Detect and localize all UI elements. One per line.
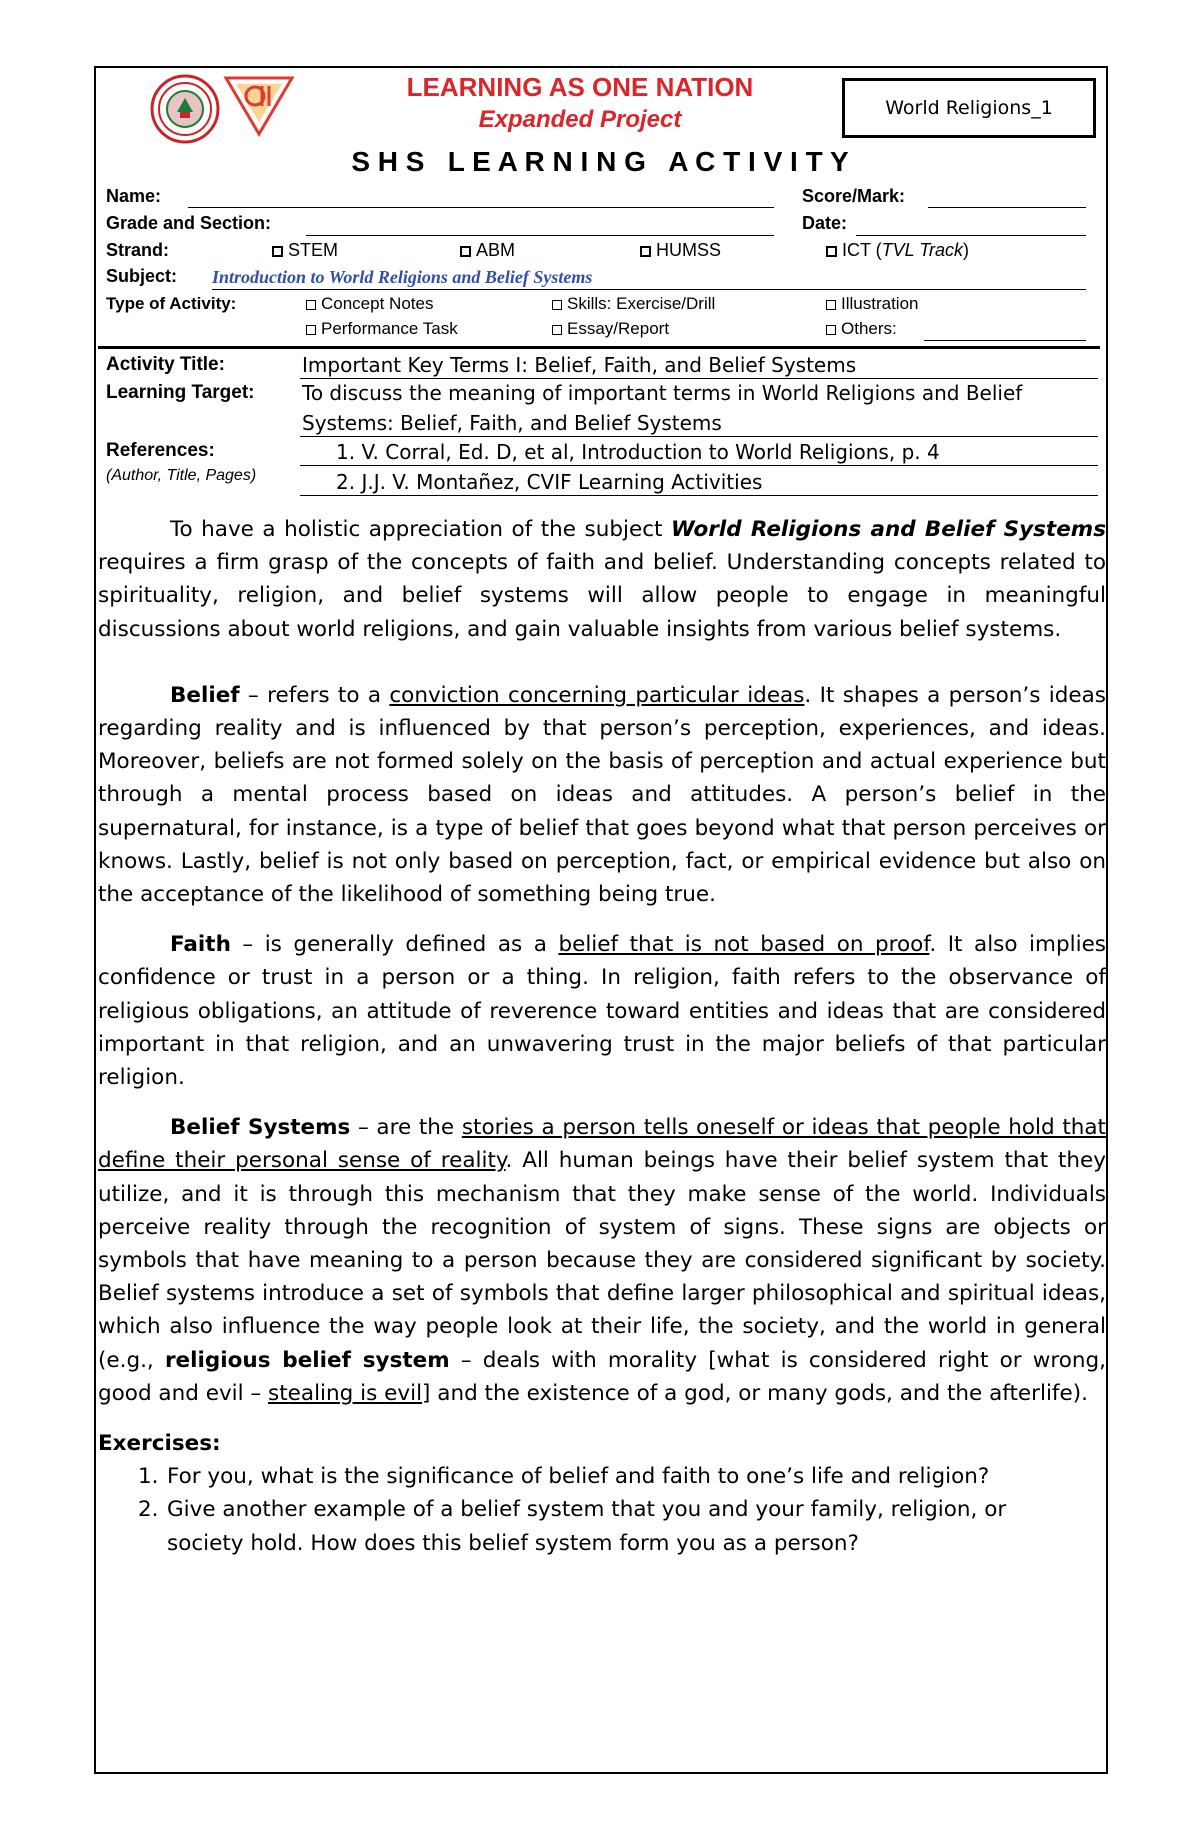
belief-term: Belief bbox=[170, 682, 240, 708]
type-option-skills[interactable]: Skills: Exercise/Drill bbox=[552, 294, 715, 314]
body-content bbox=[98, 513, 1106, 1560]
belief-paragraph: Belief – refers to a conviction concerning particular ideas. It shapes a person’s ideas regarding reality and is influenced by that person’s perception, experiences, and ideas. Moreover, beliefs are not formed solely on the basis of perception and actual experience but through a mental process based on ideas and attitudes. A person’s belief in the supernatural, for instance, is a type of belief that goes beyond what that person perceives or knows. Lastly, belief is not only based on perception, fact, or empirical evidence but also on the acceptance of the likelihood of something being true. bbox=[98, 682, 1106, 908]
subject-value: Introduction to World Religions and Belief Systems bbox=[212, 267, 593, 287]
strand-label: Strand: bbox=[106, 240, 169, 260]
type-option-others[interactable]: Others: bbox=[826, 319, 897, 339]
intro-paragraph: To have a holistic appreciation of the subject World Religions and Belief Systems requires a firm grasp of the concepts of faith and belief. Understanding concepts related to spirituality, religion, and belief systems will allow people to engage in meaningful discussions about world religions, and gain valuable insights from various belief systems. bbox=[98, 517, 1106, 642]
subject-label: Subject: bbox=[106, 266, 178, 286]
checkbox-icon bbox=[460, 246, 471, 257]
project-title: LEARNING AS ONE NATION bbox=[406, 72, 754, 102]
name-label: Name: bbox=[106, 186, 162, 206]
grade-label: Grade and Section: bbox=[106, 213, 272, 233]
references-note: (Author, Title, Pages) bbox=[106, 467, 257, 484]
type-label: Type of Activity: bbox=[106, 294, 237, 313]
exercise-item: 2. Give another example of a belief system that you and your family, religion, or society hold. How does this belief system form you as a person? bbox=[138, 1497, 1007, 1556]
strand-option-abm[interactable]: ABM bbox=[460, 240, 515, 261]
type-option-performance-task[interactable]: Performance Task bbox=[306, 319, 458, 339]
checkbox-icon bbox=[826, 300, 836, 310]
type-option-concept-notes[interactable]: Concept Notes bbox=[306, 294, 433, 314]
faith-term: Faith bbox=[170, 932, 231, 958]
checkbox-icon bbox=[826, 325, 836, 335]
belief-systems-definition: stories a person tells oneself or ideas that people hold that define their personal sense of reality bbox=[98, 1115, 1106, 1174]
checkbox-icon bbox=[552, 300, 562, 310]
faith-paragraph: Faith – is generally defined as a belief that is not based on proof. It also implies confidence or trust in a person or a thing. In religion, faith refers to the observance of religious obligations, an attitude of reverence toward entities and ideas that are considered important in that religion, and an unwavering trust in the major beliefs of that particular religion. bbox=[98, 932, 1106, 1091]
grade-field[interactable] bbox=[306, 235, 774, 236]
code-box-text: World Religions_1 bbox=[885, 97, 1053, 119]
subject-emphasis: World Religions and Belief Systems bbox=[671, 517, 1106, 542]
strand-option-stem[interactable]: STEM bbox=[272, 240, 338, 261]
date-label: Date: bbox=[802, 213, 848, 233]
project-subtitle: Expanded Project bbox=[478, 106, 682, 133]
exercise-item: 1. For you, what is the significance of belief and faith to one’s life and religion? bbox=[138, 1464, 990, 1490]
checkbox-icon bbox=[552, 325, 562, 335]
religious-belief-system-term: religious belief system bbox=[164, 1347, 450, 1373]
belief-systems-term: Belief Systems bbox=[170, 1115, 351, 1141]
reference-item: 2. J.J. V. Montañez, CVIF Learning Activities bbox=[336, 470, 763, 494]
type-option-illustration[interactable]: Illustration bbox=[826, 294, 918, 314]
score-label: Score/Mark: bbox=[802, 186, 906, 206]
school-seal-logo bbox=[150, 74, 220, 144]
checkbox-icon bbox=[826, 246, 837, 257]
date-field[interactable] bbox=[856, 235, 1086, 236]
type-option-essay[interactable]: Essay/Report bbox=[552, 319, 669, 339]
others-field[interactable] bbox=[924, 340, 1086, 341]
exercises-heading: Exercises: bbox=[98, 1431, 221, 1457]
belief-systems-paragraph: Belief Systems – are the stories a person tells oneself or ideas that people hold that define their personal sense of reality. All human beings have their belief system that they utilize, and it is through this mechanism that they make sense of the world. Individuals perceive reality through the recognition of system of signs. These signs are objects or symbols that have meaning to a person because they are considered significant by society. Belief systems introduce a set of symbols that define larger philosophical and spiritual ideas, which also influence the way people look at their life, the society, and the world in general (e.g., religious belief system – deals with morality [what is considered right or wrong, good and evil – stealing is evil] and the existence of a god, or many gods, and the afterlife). bbox=[98, 1115, 1107, 1406]
reference-underline bbox=[300, 465, 1098, 466]
activity-heading: S H S L E A R N I N G A C T I V I T Y bbox=[351, 146, 849, 177]
score-field[interactable] bbox=[928, 207, 1086, 208]
reference-underline bbox=[300, 495, 1098, 496]
strand-option-ict[interactable]: ICT (TVL Track) bbox=[826, 240, 969, 261]
reference-item: 1. V. Corral, Ed. D, et al, Introduction to World Religions, p. 4 bbox=[336, 440, 940, 464]
checkbox-icon bbox=[306, 325, 316, 335]
checkbox-icon bbox=[272, 246, 283, 257]
subject-underline bbox=[212, 289, 1086, 290]
learning-target-line1: To discuss the meaning of important terms in World Religions and Belief bbox=[302, 381, 1023, 405]
belief-definition: conviction concerning particular ideas bbox=[389, 682, 805, 708]
section-divider bbox=[98, 346, 1100, 349]
references-label: References: bbox=[106, 440, 215, 461]
activity-title-underline bbox=[300, 378, 1098, 379]
stealing-example: stealing is evil bbox=[268, 1380, 423, 1406]
learning-target-underline bbox=[300, 436, 1098, 437]
learning-target-line2: Systems: Belief, Faith, and Belief Systems bbox=[302, 411, 722, 435]
checkbox-icon bbox=[640, 246, 651, 257]
strand-option-humss[interactable]: HUMSS bbox=[640, 240, 721, 261]
name-field[interactable] bbox=[188, 207, 774, 208]
dlp-logo bbox=[222, 72, 296, 138]
activity-title-value: Important Key Terms I: Belief, Faith, and Belief Systems bbox=[302, 353, 857, 377]
activity-title-label: Activity Title: bbox=[106, 354, 225, 375]
code-box bbox=[842, 78, 1096, 138]
learning-target-label: Learning Target: bbox=[106, 382, 255, 403]
faith-definition: belief that is not based on proof bbox=[558, 932, 930, 958]
checkbox-icon bbox=[306, 300, 316, 310]
